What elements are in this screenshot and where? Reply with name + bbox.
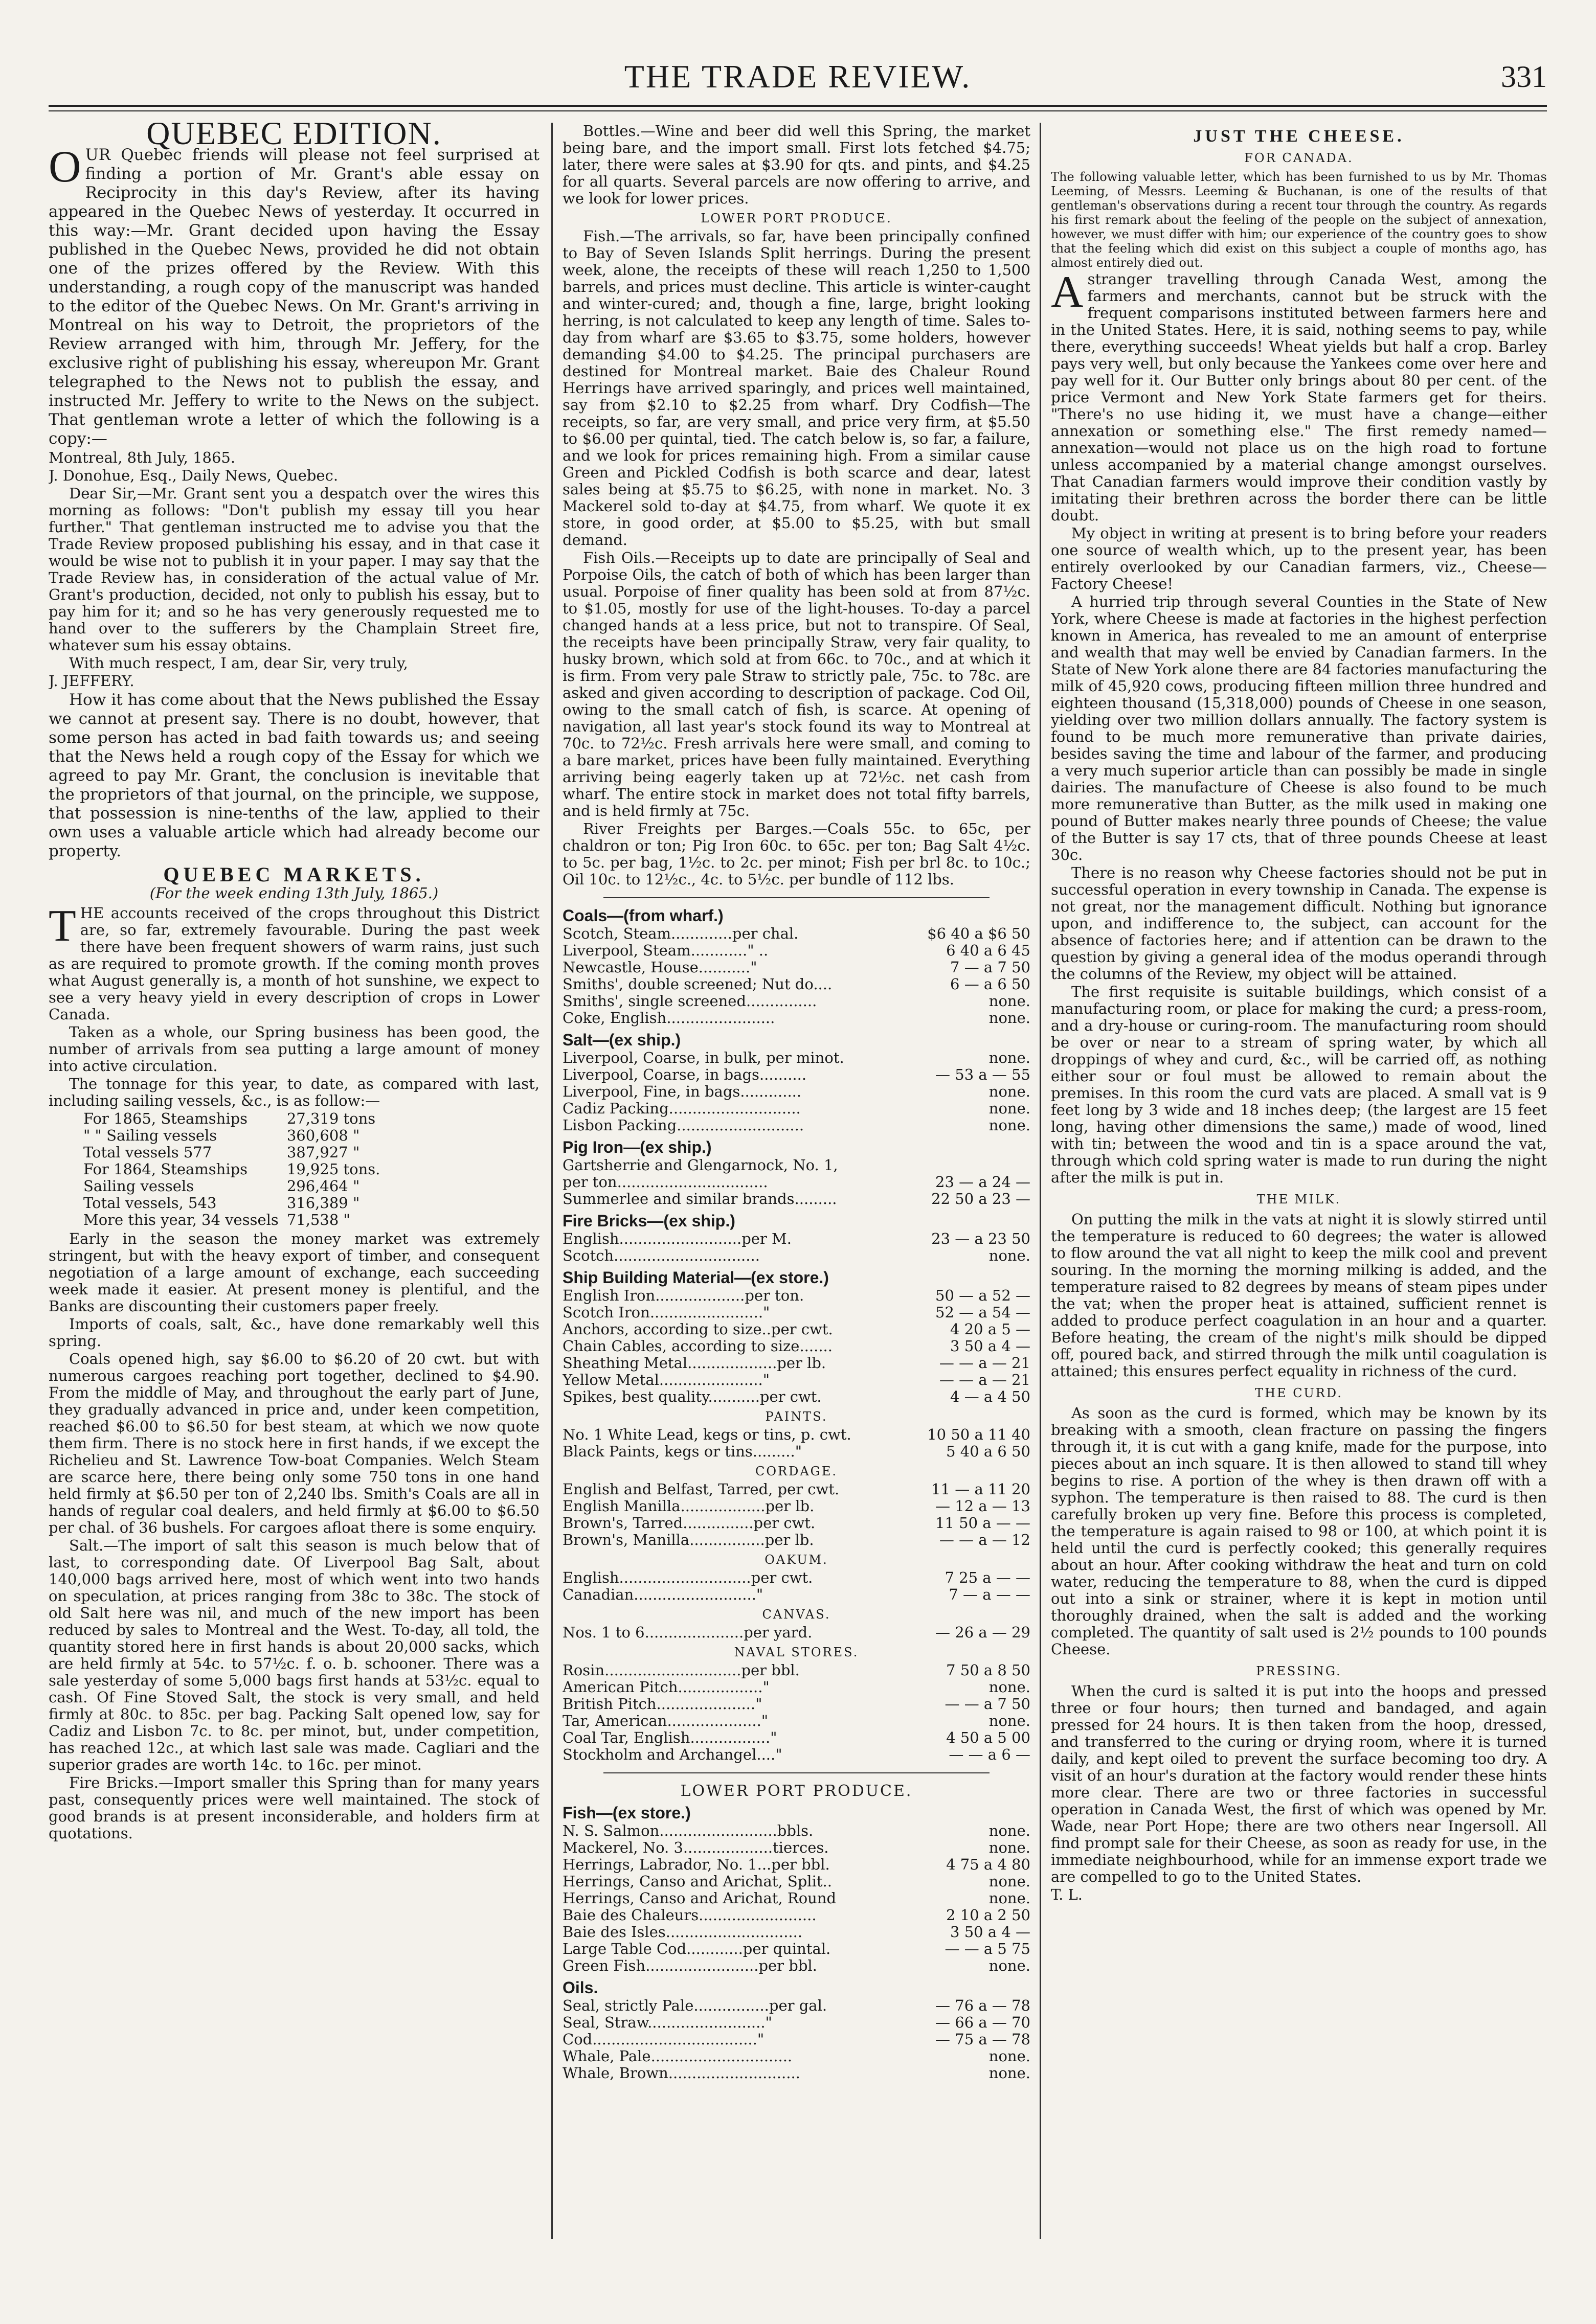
price-item-name: Liverpool, Fine, in bags.............: [563, 1083, 802, 1100]
price-value: — — a 5 75: [945, 1940, 1030, 1957]
newspaper-title: THE TRADE REVIEW.: [624, 58, 972, 95]
price-item-name: Cod...................................": [563, 2031, 765, 2048]
price-row: [563, 1100, 1030, 1117]
price-value: — 26 a — 29: [935, 1624, 1030, 1641]
price-item-name: Black Paints, kegs or tins.........": [563, 1443, 802, 1460]
quebec-markets-subtitle: (For the week ending 13th July, 1865.): [149, 884, 439, 902]
price-value: 10 50 a 11 40: [927, 1426, 1030, 1443]
column-3: [1051, 123, 1547, 2239]
price-value: none.: [988, 1839, 1030, 1856]
price-value: none.: [988, 2047, 1030, 2065]
market-paragraph: Fish Oils.—Receipts up to date are principally of Seal and Porpoise Oils, the catch of both of which has been larger than usual. Porpoise of finer quality has been sold at from 87½c. to $1.05, mostly for use of the light-houses. To-day a parcel changed hands at a less price, but not to transpire. Of Seal, the receipts have been principally Straw, very fair quality, to husky brown, which sold at from 66c. to 70c., and at which it is firm. From very pale Straw to strictly pale, 75c. to 78c. are asked and given according to description of package. Cod Oil, owing to the small catch of fish, is scarce. At opening of navigation, all last year's stock found its way to Montreal at 70c. to 72½c. Fresh arrivals here were small, and coming to a bare market, prices have been fully maintained. Everything arriving being eagerly taken up at 72½c. net cash from wharf. The entire stock in market does not total fifty barrels, and is held firmly at 75c.: [563, 549, 1030, 819]
price-row: [563, 1890, 1030, 1907]
price-item-name: Spikes, best quality...........per cwt.: [563, 1388, 822, 1405]
price-value: 6 40 a 6 45: [946, 942, 1030, 959]
table-row: For 1864, Steamships 19,925 tons.: [83, 1160, 380, 1178]
lower-port-produce-title: LOWER PORT PRODUCE.: [680, 1782, 913, 1800]
price-item-name: Mackerel, No. 3...................tierces.: [563, 1839, 829, 1856]
price-item-name: Seal, strictly Pale................per gal.: [563, 1997, 827, 2014]
tonnage-table: [79, 1110, 384, 1228]
price-item-name: Tar, American....................": [563, 1713, 769, 1729]
price-group-title: Coals—(from wharf.): [563, 906, 724, 925]
cheese-paragraph: Astranger travelling through Canada West, among the farmers and merchants, cannot but be struck with the frequent comparisons instituted between farmers here and in the United States. Here, it is said, nothing seems to pay, while there, everything succeeds! Wheat yields but half a crop. Barley pays very well, but only because the Yankees come over here and pay well for it. Our Butter only brings about 80 per cent. of the price Vermont and New York State farmers get for theirs. "There's no use hiding it, we must have a change—either annexation or something else." The first remedy named—annexation—would not place us on the high road to fortune unless accompanied by a material change amongst ourselves. That Canadian farmers would improve their condition vastly by imitating their brethren across the border there can be little doubt.: [1051, 267, 1547, 524]
price-row: [563, 1997, 1030, 2014]
price-value: — 75 a — 78: [935, 2031, 1030, 2048]
markets-paragraph: Taken as a whole, our Spring business has been good, the number of arrivals from sea putting a large amount of money into active circulation.: [49, 1023, 540, 1075]
price-group-caption: OAKUM.: [765, 1553, 828, 1567]
column-2: [563, 123, 1030, 2239]
price-row: [563, 942, 1030, 959]
price-item-name: English..........................per M.: [563, 1231, 792, 1247]
price-item-name: Seal, Straw.........................": [563, 2014, 772, 2031]
price-row: [563, 1696, 1030, 1713]
price-row: [563, 1822, 1030, 1839]
price-row: [563, 1010, 1030, 1027]
price-group-title: Oils.: [563, 1978, 598, 1997]
column-divider: [551, 123, 553, 2239]
quebec-markets-title: QUEBEC MARKETS.: [163, 863, 425, 886]
drop-cap: O: [49, 142, 81, 192]
divider: [603, 897, 990, 898]
price-item-name: Herrings, Labrador, No. 1...per bbl.: [563, 1856, 830, 1873]
table-row: Sailing vessels 296,464 ": [83, 1177, 360, 1195]
price-item-name: Lisbon Packing...........................: [563, 1117, 804, 1134]
price-group-caption: CORDAGE.: [755, 1464, 838, 1478]
price-item-name: Cadiz Packing............................: [563, 1100, 801, 1117]
quebec-paragraph: OUR Quebec friends will please not feel surprised at finding a portion of Mr. Grant's able essay on Reciprocity in this day's Review, after its having appeared in the Quebec News of yesterday. It occurred in this way:—Mr. Grant decided upon having the Essay published in the Quebec News, provided he did not obtain one of the prizes offered by the Review. With this understanding, a rough copy of the manuscript was handed to the editor of the Quebec News. On Mr. Grant's arriving in Montreal on his way to Detroit, the proprietors of the Review arranged with him, through Mr. Jeffery, for the exclusive right of publishing his essay, whereupon Mr. Grant telegraphed to the News not to publish the essay, and instructed Mr. Jeffery to write to the News on the subject. That gentleman wrote a letter of which the following is a copy:—: [49, 142, 540, 448]
author-signature: T. L.: [1051, 1886, 1083, 1903]
price-item-name: Gartsherrie and Glengarnock, No. 1,: [563, 1157, 838, 1174]
cheese-paragraph: There is no reason why Cheese factories should not be put in successful operation in every township in Canada. The expense is not great, nor the management difficult. Nothing but ignorance upon, and indifference to, the subject, can account for the absence of factories here; and if attention can be drawn to the question by giving a general idea of the modus operandi through the columns of the Review, my object will be attained.: [1051, 864, 1547, 983]
price-value: 4 20 a 5 —: [950, 1320, 1030, 1338]
price-item-name: Summerlee and similar brands.........: [563, 1191, 837, 1207]
price-value: 50 — a 52 —: [935, 1287, 1030, 1304]
price-value: 22 50 a 23 —: [931, 1190, 1030, 1207]
table-row: Total vessels 577 387,927 ": [83, 1144, 360, 1161]
section-caption: THE CURD.: [1255, 1386, 1343, 1400]
price-row: [563, 1569, 1030, 1586]
price-value: none.: [988, 1822, 1030, 1839]
price-row: [563, 1355, 1030, 1372]
price-item-name: Large Table Cod............per quintal.: [563, 1941, 831, 1957]
price-row: [563, 976, 1030, 993]
price-value: 11 50 a — —: [935, 1514, 1030, 1532]
price-row: [563, 959, 1030, 976]
section-caption: THE MILK.: [1256, 1192, 1341, 1206]
price-value: 7 — a 7 50: [950, 959, 1030, 976]
price-item-name: Chain Cables, according to size.......: [563, 1338, 833, 1355]
price-item-name: English............................per cwt.: [563, 1569, 813, 1586]
price-value: 52 — a 54 —: [935, 1304, 1030, 1321]
price-item-name: Whale, Pale..............................: [563, 2048, 793, 2065]
price-value: $6 40 a $6 50: [927, 925, 1030, 942]
price-row: [563, 1746, 1030, 1763]
price-value: 3 50 a 4 —: [950, 1923, 1030, 1941]
price-row: [563, 1157, 1030, 1174]
price-item-name: No. 1 White Lead, kegs or tins, p. cwt.: [563, 1426, 851, 1443]
column-1: [49, 123, 540, 2239]
price-row: [563, 2031, 1030, 2048]
price-row: [563, 1388, 1030, 1405]
price-value: — 53 a — 55: [935, 1066, 1030, 1083]
price-row: [563, 1586, 1030, 1603]
markets-paragraph: Early in the season the money market was extremely stringent, but with the heavy export of timber, and consequent negotiation of a large amount of exchange, each succeeding week made it easier. At present money is plentiful, and the Banks are discounting their customers paper freely.: [49, 1230, 540, 1315]
price-item-name: Smiths', single screened...............: [563, 993, 817, 1010]
table-row: Total vessels, 543 316,389 ": [83, 1194, 360, 1212]
price-item-name: English Iron...................per ton.: [563, 1287, 804, 1304]
market-paragraph: River Freights per Barges.—Coals 55c. to 65c, per chaldron or ton; Pig Iron 60c. to 65c. per ton; Bag Salt 4½c. to 5c. per bag, 1½c. to 2c. per minot; Fish per brl 8c. to 10c.; Oil 10c. to 12½c., 4c. to 5½c. per bundle of 112 lbs.: [563, 820, 1030, 888]
cheese-paragraph: When the curd is salted it is put into the hoops and pressed three or four hours; then turned and bandaged, and again pressed for 24 hours. It is then taken from the hoop, dressed, and transferred to the curing or drying room, where it is turned daily, and kept oiled to prevent the surface becoming too dry. A visit of an hour's duration at the factory would render these hints more clear. There are two or three factories in successful operation in Canada West, the first of which was opened by Mr. Wade, near Port Hope; there are two others near Ingersoll. All find prompt sale for their Cheese, as soon as ready for use, in the immediate neighbourhood, while for an immense export trade we are compelled to go to the United States.: [1051, 1682, 1547, 1885]
table-row: More this year, 34 vessels 71,538 ": [83, 1211, 350, 1228]
price-row: [563, 1957, 1030, 1974]
quebec-edition-title: QUEBEC EDITION.: [146, 123, 442, 151]
price-row: [563, 1247, 1030, 1264]
price-row: [563, 1304, 1030, 1321]
price-item-name: Scotch...............................: [563, 1247, 760, 1264]
price-group-title: Fish—(ex store.): [563, 1804, 691, 1822]
price-value: 7 50 a 8 50: [946, 1661, 1030, 1679]
price-row: [563, 1713, 1030, 1729]
price-value: — 76 a — 78: [935, 1997, 1030, 2014]
price-group-title: Pig Iron—(ex ship.): [563, 1138, 712, 1156]
price-item-name: Coal Tar, English.................": [563, 1729, 777, 1746]
markets-paragraph: Imports of coals, salt, &c., have done remarkably well this spring.: [49, 1315, 540, 1350]
price-value: none.: [988, 2064, 1030, 2082]
price-item-name: N. S. Salmon.........................bbls.: [563, 1822, 814, 1839]
header-rule-thin: [49, 110, 1547, 111]
letter-body: Dear Sir,—Mr. Grant sent you a despatch over the wires this morning as follows: "Don't publish my essay till you hear further." That gentleman instructed me to advise you that the Trade Review proposed publishing his essay, and in that case it would be wise not to publish it in your paper. I may say that the Trade Review has, in consideration of the actual value of Mr. Grant's production, decided, not only to publish his essay, but to pay him for it; and so he has very generously requested me to hand over to the sufferers by the Champlain Street fire, whatever sum his essay obtains.: [49, 485, 540, 654]
price-value: 7 25 a — —: [945, 1569, 1030, 1586]
price-item-name: Herrings, Canso and Arichat, Round: [563, 1890, 837, 1907]
cheese-paragraph: As soon as the curd is formed, which may be known by its breaking with a smooth, clean fracture on passing the fingers through it, it is cut with a gang knife, made for the purpose, into pieces about an inch square. It is then allowed to stand till whey begins to rise. A portion of the whey is then drawn off with a syphon. The temperature is then raised to 88. The curd is then carefully broken up very fine. Before this process is completed, the temperature is again raised to 98 or 100, at which point it is held until the curd is perfectly cooked; this generally requires about an hour. After cooking withdraw the heat and turn on cold water, reducing the temperature to 88, when the curd is dipped out into a sink or strainer, where it is kept in motion until thoroughly drained, when the salt is added and the working completed. The quantity of salt used is 2½ pounds to 100 pounds Cheese.: [1051, 1404, 1547, 1658]
price-row: [563, 1729, 1030, 1746]
price-group-title: Fire Bricks—(ex ship.): [563, 1212, 735, 1230]
price-value: 11 — a 11 20: [931, 1480, 1030, 1498]
lower-port-price-list: [563, 1805, 1030, 2082]
price-row: [563, 1191, 1030, 1207]
cheese-title: JUST THE CHEESE.: [1193, 127, 1405, 146]
markets-paragraph: Fire Bricks.—Import smaller this Spring than for many years past, consequently prices were well maintained. The stock of good brands is at present inconsiderable, and holders firm at quotations.: [49, 1774, 540, 1842]
price-item-name: Baie des Chaleurs.........................: [563, 1907, 817, 1924]
price-value: none.: [988, 1889, 1030, 1907]
price-row: [563, 1443, 1030, 1460]
price-row: [563, 1338, 1030, 1355]
price-row: [563, 1174, 1030, 1191]
price-value: none.: [988, 1957, 1030, 1974]
price-list: [563, 907, 1030, 1763]
price-value: — 12 a — 13: [935, 1497, 1030, 1515]
price-row: [563, 993, 1030, 1010]
price-item-name: Baie des Isles.............................: [563, 1924, 803, 1941]
price-item-name: Nos. 1 to 6.....................per yard.: [563, 1624, 813, 1641]
price-value: — — a — 21: [939, 1354, 1030, 1372]
price-value: none.: [988, 1678, 1030, 1696]
price-value: 4 — a 4 50: [950, 1388, 1030, 1405]
drop-cap: A: [1051, 267, 1084, 317]
price-value: 3 50 a 4 —: [950, 1337, 1030, 1355]
price-row: [563, 1372, 1030, 1388]
price-value: 5 40 a 6 50: [946, 1443, 1030, 1460]
price-item-name: Liverpool, Steam............" ..: [563, 942, 769, 959]
price-row: [563, 1941, 1030, 1957]
price-group-title: Salt—(ex ship.): [563, 1031, 681, 1049]
price-row: [563, 1117, 1030, 1134]
price-row: [563, 1287, 1030, 1304]
price-value: 7 — a — —: [949, 1586, 1030, 1603]
price-row: [563, 1050, 1030, 1066]
price-value: none.: [988, 1083, 1030, 1100]
price-item-name: British Pitch.....................": [563, 1696, 762, 1713]
price-row: [563, 1321, 1030, 1338]
price-row: [563, 1924, 1030, 1941]
price-item-name: Green Fish........................per bbl.: [563, 1957, 817, 1974]
price-item-name: Herrings, Canso and Arichat, Split..: [563, 1873, 832, 1890]
price-value: 4 75 a 4 80: [946, 1856, 1030, 1873]
cheese-subtitle: FOR CANADA.: [1244, 151, 1354, 165]
price-item-name: per ton................................: [563, 1174, 768, 1191]
price-row: [563, 1231, 1030, 1247]
page-header: [49, 59, 1547, 95]
price-item-name: American Pitch..................": [563, 1679, 770, 1696]
price-item-name: Smiths', double screened; Nut do....: [563, 976, 833, 993]
price-row: [563, 1662, 1030, 1679]
divider: [603, 1772, 990, 1773]
price-value: none.: [988, 1873, 1030, 1890]
section-caption: PRESSING.: [1256, 1664, 1342, 1678]
price-value: none.: [988, 1100, 1030, 1117]
price-value: 23 — a 23 50: [931, 1230, 1030, 1247]
price-value: none.: [988, 1247, 1030, 1264]
price-value: none.: [988, 1009, 1030, 1027]
price-item-name: Yellow Metal......................": [563, 1372, 770, 1388]
cheese-paragraph: My object in writing at present is to bring before your readers one source of wealth which, up to the present year, has been entirely overlooked by our Canadian farmers, viz., Cheese—Factory Cheese!: [1051, 525, 1547, 593]
price-row: [563, 2065, 1030, 2082]
table-row: For 1865, Steamships 27,319 tons: [83, 1110, 376, 1127]
price-item-name: English Manilla..................per lb.: [563, 1498, 815, 1515]
markets-paragraph: Salt.—The import of salt this season is much below that of last, to corresponding date. Of Liverpool Bag Salt, about 140,000 bags arrived here, most of which went into two hands on speculation, at prices ranging from 38c to 38c. The stock of old Salt here was nil, and much of the new import has been reduced by sales to Montreal and the West. To-day, all told, the quantity stored here in first hands is about 20,000 sacks, which are held firmly at 54c. to 57½c. f. o. b. schooner. There was a sale yesterday of some 5,000 bags first hands at 53½c. equal to cash. Of Fine Stoved Salt, the stock is very small, and held firmly at 80c. to 85c. per bag. Packing Salt opened low, say for Cadiz and Lisbon 7c. to 8c. per minot, but, under competition, has reached 12c., at which last sale was made. Cagliari and the superior grades are worth 14c. to 16c. per minot.: [49, 1537, 540, 1773]
price-value: — — a — 21: [939, 1371, 1030, 1388]
price-row: [563, 1679, 1030, 1696]
price-row: [563, 1083, 1030, 1100]
price-item-name: Brown's, Manilla................per lb.: [563, 1532, 814, 1548]
price-item-name: Sheathing Metal...................per lb.: [563, 1355, 826, 1372]
price-row: [563, 1481, 1030, 1498]
price-value: 23 — a 24 —: [935, 1173, 1030, 1191]
drop-cap: T: [49, 901, 76, 951]
price-row: [563, 2014, 1030, 2031]
market-paragraph: Bottles.—Wine and beer did well this Spring, the market being bare, and the import small. First lots fetched $4.75; later, there were sales at $3.90 for qts. and pints, and $4.25 for all quarts. Several parcels are now offering to arrive, and we look for lower prices.: [563, 123, 1030, 207]
markets-paragraph: Coals opened high, say $6.00 to $6.20 of 20 cwt. but with numerous cargoes reaching port together, declined to $4.90. From the middle of May, and throughout the early part of June, they gradually advanced in price and, under keen competition, reached $6.00 to $6.50 for best steam, at which we now quote them firm. There is no stock here in first hands, if we except the Richelieu and St. Lawrence Tow-boat Companies. Welch Steam are scarce here, there being only some 750 tons in one hand held firmly at $6.50 per ton of 2,240 lbs. Smith's Coals are all in hands of regular coal dealers, and held firmly at $6.00 to $6.50 per chal. of 36 bushels. For cargoes afloat there is some enquiry.: [49, 1350, 540, 1536]
price-group-title: Ship Building Material—(ex store.): [563, 1268, 829, 1287]
price-row: [563, 1856, 1030, 1873]
price-row: [563, 1907, 1030, 1924]
header-rule: [49, 105, 1547, 107]
price-group-caption: PAINTS.: [765, 1409, 828, 1424]
price-item-name: Liverpool, Coarse, in bags..........: [563, 1066, 807, 1083]
price-item-name: Whale, Brown............................: [563, 2065, 800, 2082]
price-value: none.: [988, 1049, 1030, 1066]
price-value: — — a — 12: [939, 1531, 1030, 1548]
price-item-name: English and Belfast, Tarred, per cwt.: [563, 1481, 840, 1498]
letter-close: With much respect, I am, dear Sir, very truly,: [69, 654, 408, 672]
price-row: [563, 1532, 1030, 1548]
price-item-name: Stockholm and Archangel....": [563, 1746, 782, 1763]
price-value: — — a 7 50: [945, 1695, 1030, 1713]
price-item-name: Scotch Iron........................": [563, 1304, 770, 1321]
price-item-name: Canadian..........................": [563, 1586, 763, 1603]
section-caption: LOWER PORT PRODUCE.: [701, 211, 892, 225]
price-value: 2 10 a 2 50: [946, 1906, 1030, 1924]
cheese-paragraph: The first requisite is suitable buildings, which consist of a manufacturing room, or place for making the curd; a press-room, and a dry-house or curing-room. The manufacturing room should be over or near to a stream of spring water, by which all droppings of whey and curd, &c., will be carried off, as nothing either sour or foul must be allowed to remain about the premises. In this room the curd vats are placed. A small vat is 9 feet long by 3 wide and 18 inches deep; (the largest are 15 feet long, having other dimensions the same,) made of wood, lined with tin; between the wood and tin is a space around the vat, through which cold spring water is made to run during the night after the milk is put in.: [1051, 983, 1547, 1186]
letter-address: J. Donohue, Esq., Daily News, Quebec.: [49, 467, 339, 484]
price-value: 6 — a 6 50: [950, 975, 1030, 993]
price-item-name: Anchors, according to size..per cwt.: [563, 1321, 833, 1338]
price-row: [563, 1624, 1030, 1641]
price-value: none.: [988, 1117, 1030, 1134]
price-row: [563, 1498, 1030, 1515]
price-row: [563, 1839, 1030, 1856]
price-row: [563, 1515, 1030, 1532]
price-value: [918, 1157, 1030, 1174]
page-number: 331: [1501, 60, 1547, 94]
price-row: [563, 925, 1030, 942]
price-item-name: Rosin.............................per bbl.: [563, 1662, 800, 1679]
market-paragraph: Fish.—The arrivals, so far, have been principally confined to Bay of Seven Islands Split herrings. During the present week, alone, the receipts of these will reach 1,250 to 1,500 barrels, and prices must decline. This article is winter-caught and winter-cured; and, though a fine, large, bright looking herring, is not calculated to keep any length of time. Sales to-day from wharf are $3.65 to $3.75, some holders, however demanding $4.00 to $4.25. The principal purchasers are destined for Montreal market. Baie des Chaleur Round Herrings have arrived sparingly, and prices well maintained, say from $2.10 to $2.25 from wharf. Dry Codfish—The receipts, so far, are very small, and price very firm, at $5.50 to $6.00 per quintal, tied. The catch below is, so far, a failure, and we look for prices remaining high. From a similar cause Green and Pickled Codfish is both scarce and dear, latest sales being at $5.75 to $6.25, with none in market. No. 3 Mackerel sold to-day at $4.75, from wharf. We quote it ex store, in good order, at $5.00 to $5.25, with but small demand.: [563, 227, 1030, 549]
price-row: [563, 2048, 1030, 2065]
price-value: none.: [988, 1712, 1030, 1729]
letter-date: Montreal, 8th July, 1865.: [49, 449, 236, 466]
letter-signature: J. JEFFERY.: [49, 672, 134, 690]
price-row: [563, 1066, 1030, 1083]
price-item-name: Coke, English.......................: [563, 1010, 775, 1027]
price-value: — — a 6 —: [949, 1746, 1030, 1763]
markets-paragraph: THE accounts received of the crops throughout this District are, so far, extremely favourable. During the past week there have been frequent showers of warm rains, just such as are required to promote growth. If the coming month proves what August generally is, a month of hot sunshine, we expect to see a very heavy yield in every description of crops in Lower Canada.: [49, 901, 540, 1023]
price-group-caption: NAVAL STORES.: [734, 1645, 859, 1659]
price-row: [563, 1426, 1030, 1443]
price-item-name: Liverpool, Coarse, in bulk, per minot.: [563, 1050, 844, 1066]
price-value: — 66 a — 70: [935, 2014, 1030, 2031]
cheese-paragraph: A hurried trip through several Counties in the State of New York, where Cheese is made at factories in the highest perfection known in America, has revealed to me an amount of enterprise and wealth that may well be envied by Canadian farmers. In the State of New York alone there are 84 factories manufacturing the milk of 45,920 cows, producing fifteen million three hundred and eighteen thousand (15,318,000) pounds of Cheese in one season, yielding over two million dollars annually. The factory system is found to be much more remunerative than private dairies, besides saving the time and labour of the farmer, and producing a very much superior article than can possibly be made in single dairies. The manufacture of Cheese is also found to be much more remunerative than Butter, as the milk used in making one pound of Butter makes nearly three pounds of Cheese; the value of the Butter is say 17 cts, that of three pounds Cheese at least 30c.: [1051, 593, 1547, 863]
price-item-name: Brown's, Tarred...............per cwt.: [563, 1515, 816, 1532]
price-value: 4 50 a 5 00: [946, 1729, 1030, 1746]
price-value: none.: [988, 992, 1030, 1010]
table-row: " " Sailing vessels 360,608 ": [83, 1127, 360, 1144]
price-item-name: Scotch, Steam.............per chal.: [563, 925, 799, 942]
price-row: [563, 1873, 1030, 1890]
column-divider: [1040, 123, 1041, 2239]
markets-paragraph: The tonnage for this year, to date, as compared with last, including sailing vessels, &c., is as follow:—: [49, 1075, 540, 1109]
cheese-paragraph: On putting the milk in the vats at night it is slowly stirred until the temperature is reduced to 60 degrees; the water is allowed to flow around the vat all night to keep the milk cool and prevent souring. In the morning the morning milking is added, and the temperature raised to 82 degrees by means of steam pipes under the vat; when the proper heat is attained, sufficient rennet is added to produce perfect coagulation in an hour and a quarter. Before heating, the cream of the night's milk should be dipped off, poured back, and stirred through the milk until coagulation is attained; this ensures perfect equality in richness of the curd.: [1051, 1211, 1547, 1380]
editor-note: The following valuable letter, which has been furnished to us by Mr. Thomas Leeming, of Messrs. Leeming & Buchanan, is one of the results of that gentleman's observations during a recent tour through the country. As regards his first remark about the feeling of the people on the subject of annexation, however, we must differ with him; our experience of the country goes to show that the feeling which did exist on this subject a couple of months ago, has almost entirely died out.: [1051, 170, 1547, 270]
quebec-paragraph: How it has come about that the News published the Essay we cannot at present say. There is no doubt, however, that some person has acted in bad faith towards us; and seeing that the News held a rough copy of the Essay for which we agreed to pay Mr. Grant, the conclusion is inevitable that the proprietors of that journal, on the principle, we suppose, that possession is nine-tenths of the law, applied to their own uses a valuable article which had already become our property.: [49, 691, 540, 860]
price-item-name: Newcastle, House...........": [563, 959, 757, 976]
price-group-caption: CANVAS.: [762, 1607, 831, 1622]
